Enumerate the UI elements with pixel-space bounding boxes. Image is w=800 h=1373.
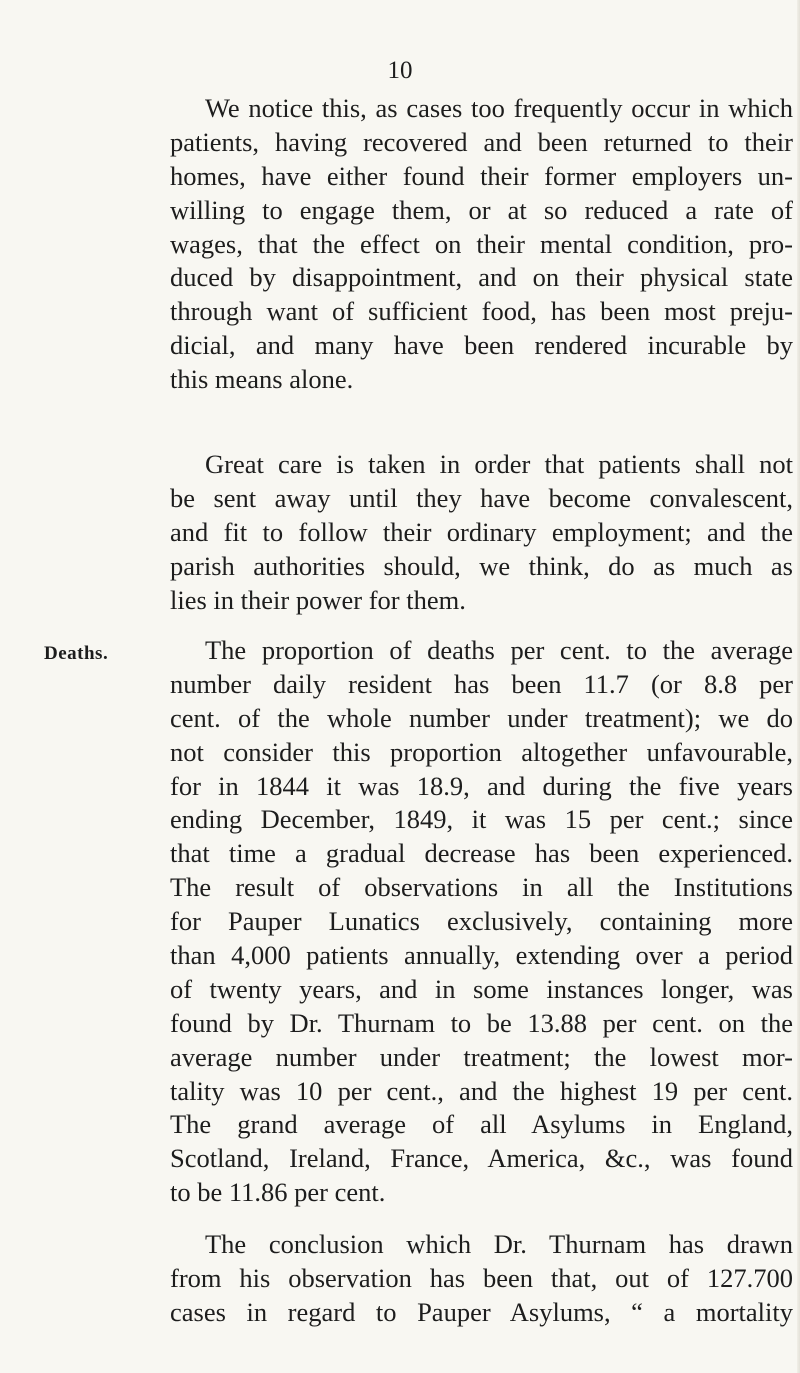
- text-line: The conclusion which Dr. Thurnam has drawn: [205, 1229, 793, 1259]
- text-line: The result of observations in all the Institutions: [170, 872, 793, 903]
- text-line: number daily resident has been 11.7 (or 8.8 per: [170, 668, 793, 699]
- text-line: average number under treatment; the lowest mor-: [170, 1041, 793, 1072]
- text-line: patients, having recovered and been returned to their: [170, 126, 793, 157]
- text-line: willing to engage them, or at so reduced a rate of: [170, 194, 793, 225]
- text-line: The grand average of all Asylums in England,: [170, 1109, 793, 1140]
- text-line: from his observation has been that, out of 127.700: [170, 1262, 793, 1293]
- text-line: that time a gradual decrease has been experienced.: [170, 838, 793, 869]
- text-line: through want of sufficient food, has been most preju-: [170, 296, 793, 327]
- text-line: lies in their power for them.: [170, 584, 466, 615]
- text-line: of twenty years, and in some instances longer, was: [170, 973, 793, 1004]
- paragraph-2: [170, 448, 793, 617]
- text-line: tality was 10 per cent., and the highest 19 per cent.: [170, 1075, 793, 1106]
- text-line: wages, that the effect on their mental condition, pro-: [170, 228, 793, 259]
- text-line: for Pauper Lunatics exclusively, containing more: [170, 906, 793, 937]
- text-line: homes, have either found their former employers un-: [170, 160, 793, 191]
- paragraph-4: [170, 1228, 793, 1330]
- text-line: parish authorities should, we think, do as much as: [170, 550, 793, 581]
- text-line: found by Dr. Thurnam to be 13.88 per cent. on the: [170, 1007, 793, 1038]
- margin-note-deaths: Deaths.: [44, 643, 109, 664]
- paragraph-3: [170, 634, 793, 1210]
- page-number: 10: [387, 57, 413, 84]
- text-line: cent. of the whole number under treatment); we do: [170, 702, 793, 733]
- text-line: Great care is taken in order that patients shall not: [205, 449, 793, 479]
- text-line: duced by disappointment, and on their physical state: [170, 262, 793, 293]
- text-line: than 4,000 patients annually, extending over a period: [170, 940, 793, 971]
- text-line: ending December, 1849, it was 15 per cent.; since: [170, 804, 793, 835]
- text-line: not consider this proportion altogether unfavourable,: [170, 736, 793, 767]
- text-line: Scotland, Ireland, France, America, &c., was found: [170, 1143, 793, 1174]
- text-line: and fit to follow their ordinary employment; and the: [170, 516, 793, 547]
- text-line: be sent away until they have become convalescent,: [170, 482, 793, 513]
- text-line: cases in regard to Pauper Asylums, “ a mortality: [170, 1296, 793, 1327]
- text-line: this means alone.: [170, 364, 354, 395]
- text-line: The proportion of deaths per cent. to the average: [205, 635, 793, 665]
- text-line: We notice this, as cases too frequently occur in which: [205, 93, 793, 123]
- text-line: dicial, and many have been rendered incurable by: [170, 330, 793, 361]
- paragraph-1: [170, 92, 793, 397]
- text-line: to be 11.86 per cent.: [170, 1177, 386, 1208]
- text-line: for in 1844 it was 18.9, and during the five years: [170, 770, 793, 801]
